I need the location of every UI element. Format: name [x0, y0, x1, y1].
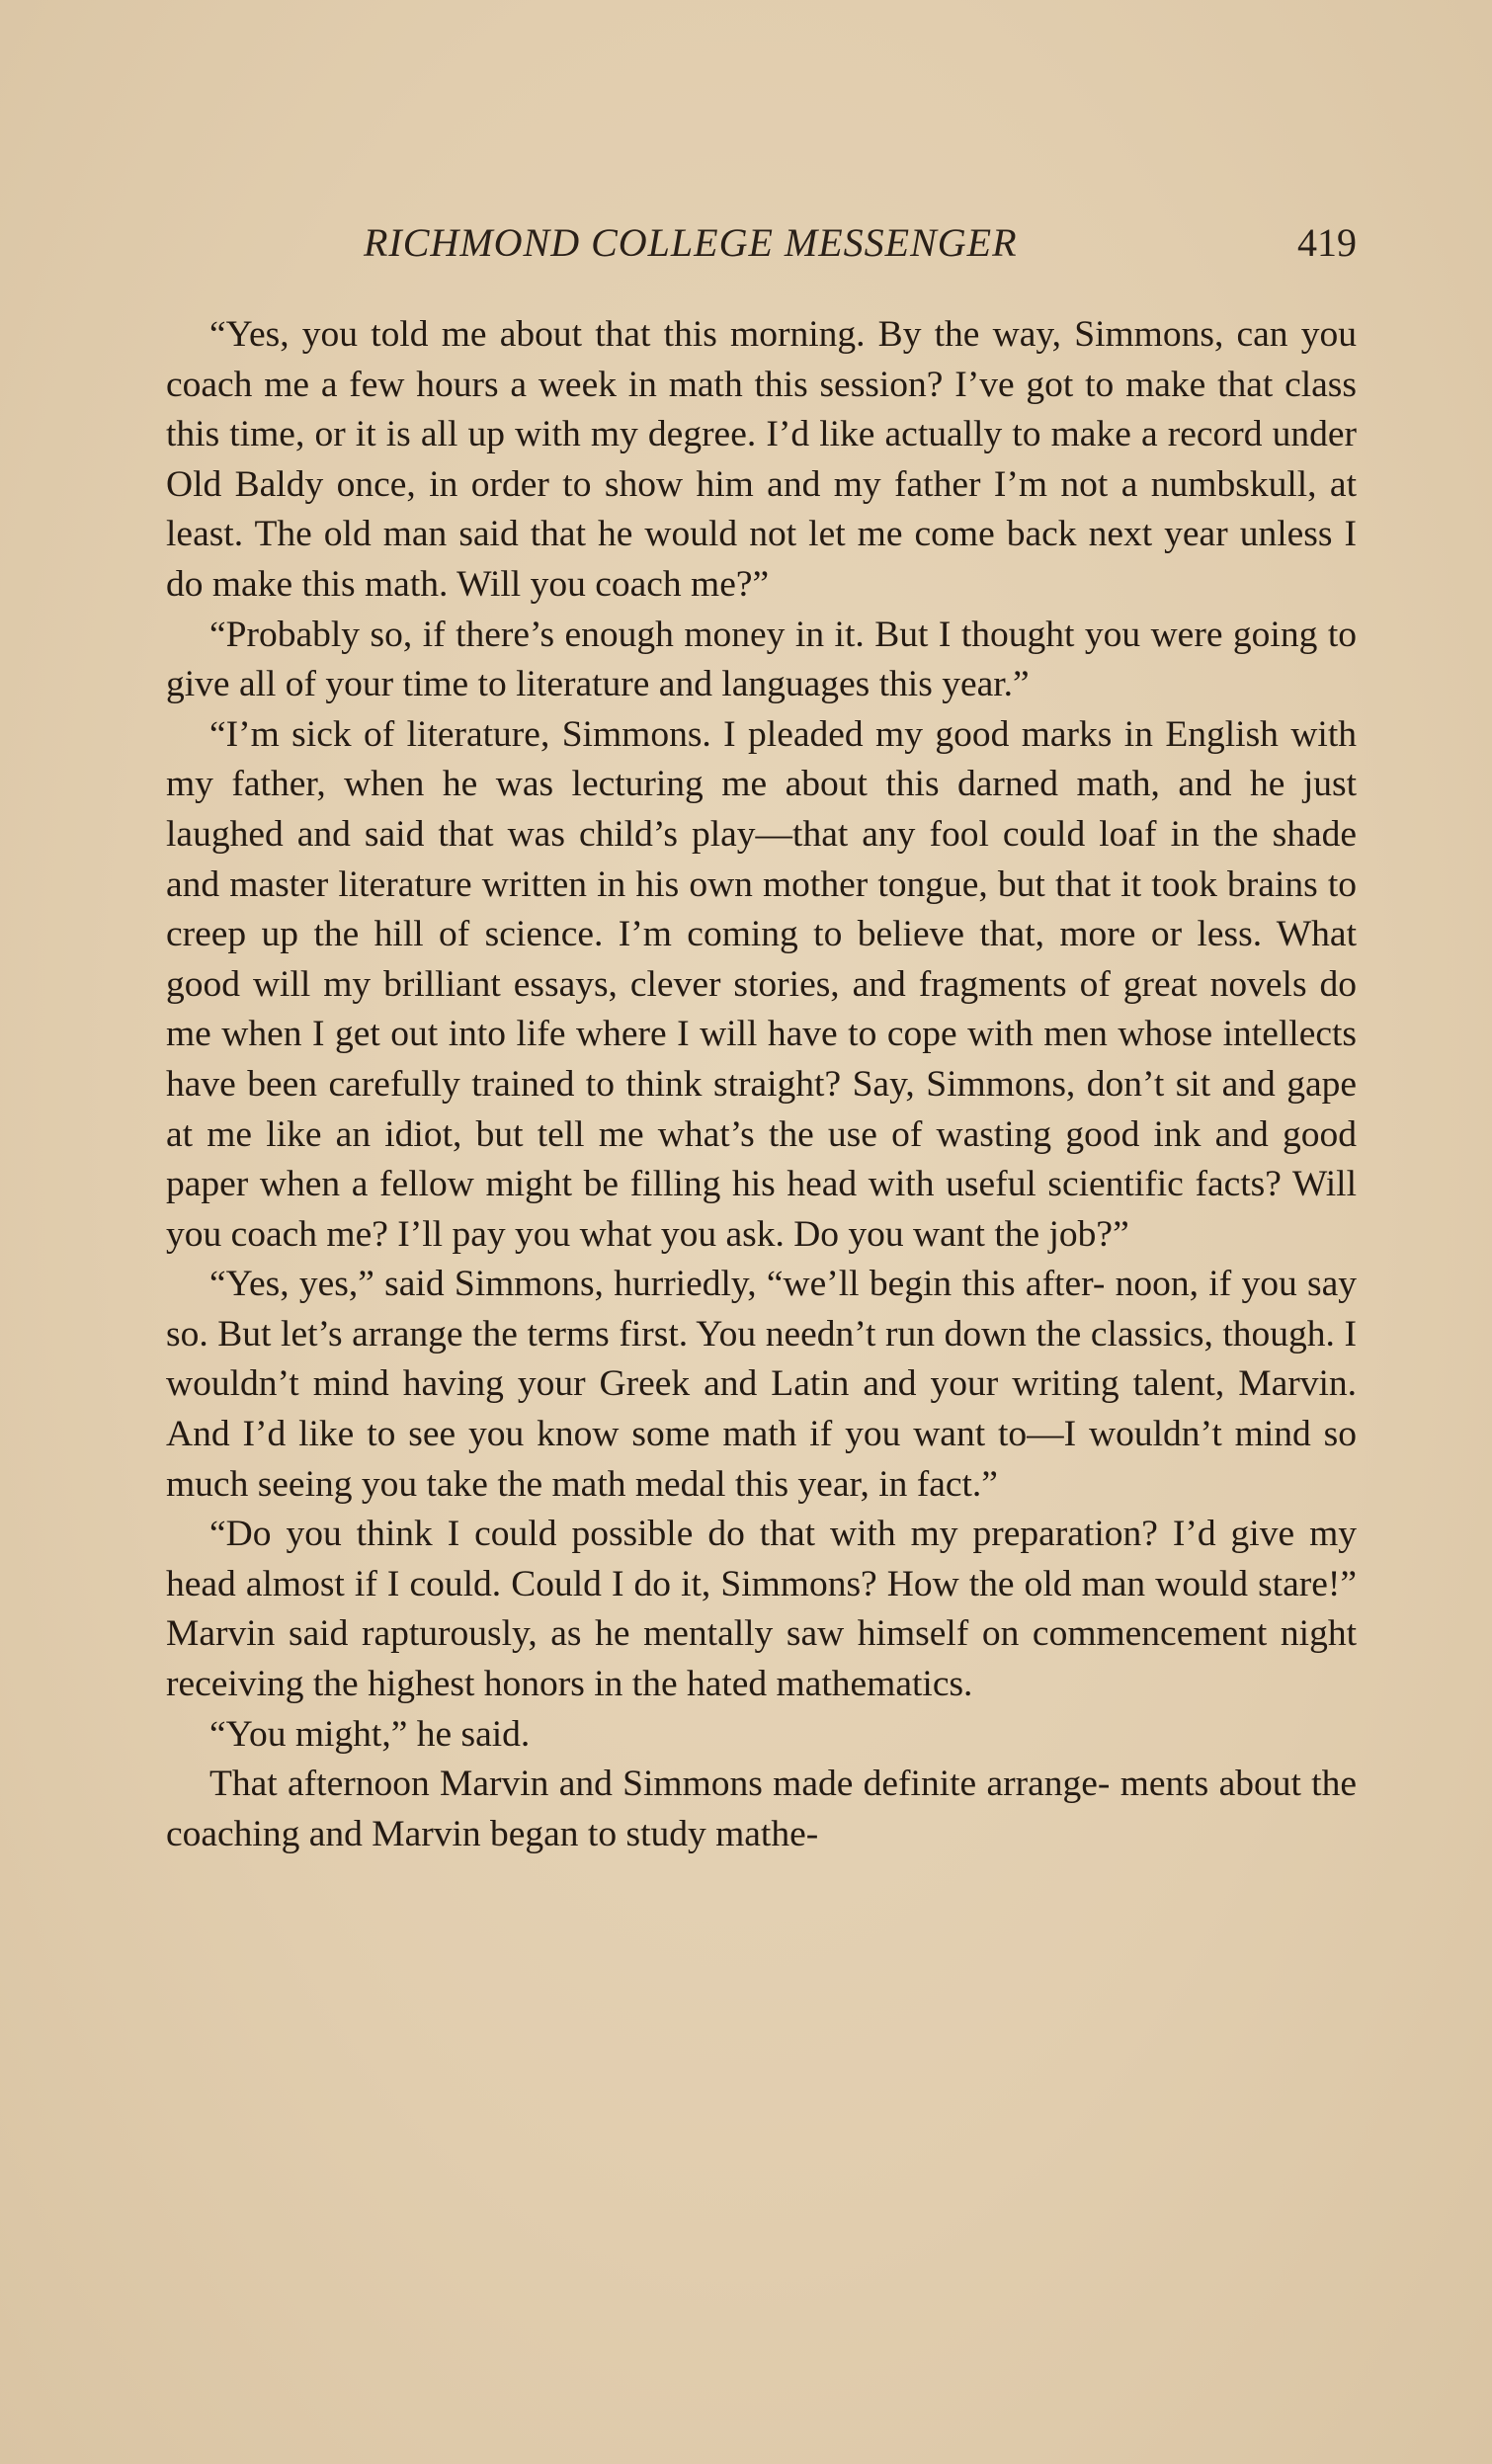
- paragraph: “Do you think I could possible do that with my preparation? I’d give my head almost if I could. Could I do it, Simmons? How the old man would stare!” Marvin said rapturously, as he mentally saw himself on commencement night receiving the highest honors in the hated mathematics.: [166, 1514, 1357, 1705]
- running-head: RICHMOND COLLEGE MESSENGER: [364, 220, 1018, 265]
- body-text: [166, 310, 1357, 1859]
- paragraph: “Yes, yes,” said Simmons, hurriedly, “we’ll begin this after- noon, if you say so. But let’s arrange the terms first. You needn’t run down the classics, though. I wouldn’t mind having your Greek and Latin and your writing talent, Marvin. And I’d like to see you know some math if you want to—I wouldn’t mind so much seeing you take the math medal this year, in fact.”: [166, 1264, 1357, 1505]
- page-header: [166, 219, 1357, 279]
- paragraph: “You might,” he said.: [209, 1713, 531, 1755]
- paragraph: “I’m sick of literature, Simmons. I pleaded my good marks in English with my father, when he was lecturing me about this darned math, and he just laughed and said that was child’s play—that any fool could loaf in the shade and master literature written in his own mother tongue, but that it took brains to creep up the hill of science. I’m coming to believe that, more or less. What good will my brilliant essays, clever stories, and fragments of great novels do me when I get out into life where I will have to cope with men whose intellects have been carefully trained to think straight? Say, Simmons, don’t sit and gape at me like an idiot, but tell me what’s the use of wasting good ink and good paper when a fellow might be filling his head with useful scientific facts? Will you coach me? I’ll pay you what you ask. Do you want the job?”: [166, 713, 1357, 1255]
- paragraph: “Yes, you told me about that this morning. By the way, Simmons, can you coach me a few hours a week in math this session? I’ve got to make that class this time, or it is all up with my degree. I’d like actually to make a record under Old Baldy once, in order to show him and my father I’m not a numbskull, at least. The old man said that he would not let me come back next year unless I do make this math. Will you coach me?”: [166, 314, 1357, 605]
- paragraph: “Probably so, if there’s enough money in it. But I thought you were going to give all of your time to literature and languages this year.”: [166, 614, 1357, 705]
- page-number: 419: [1297, 220, 1357, 265]
- paragraph: That afternoon Marvin and Simmons made definite arrange- ments about the coaching and Marvin began to study mathe-: [166, 1764, 1357, 1854]
